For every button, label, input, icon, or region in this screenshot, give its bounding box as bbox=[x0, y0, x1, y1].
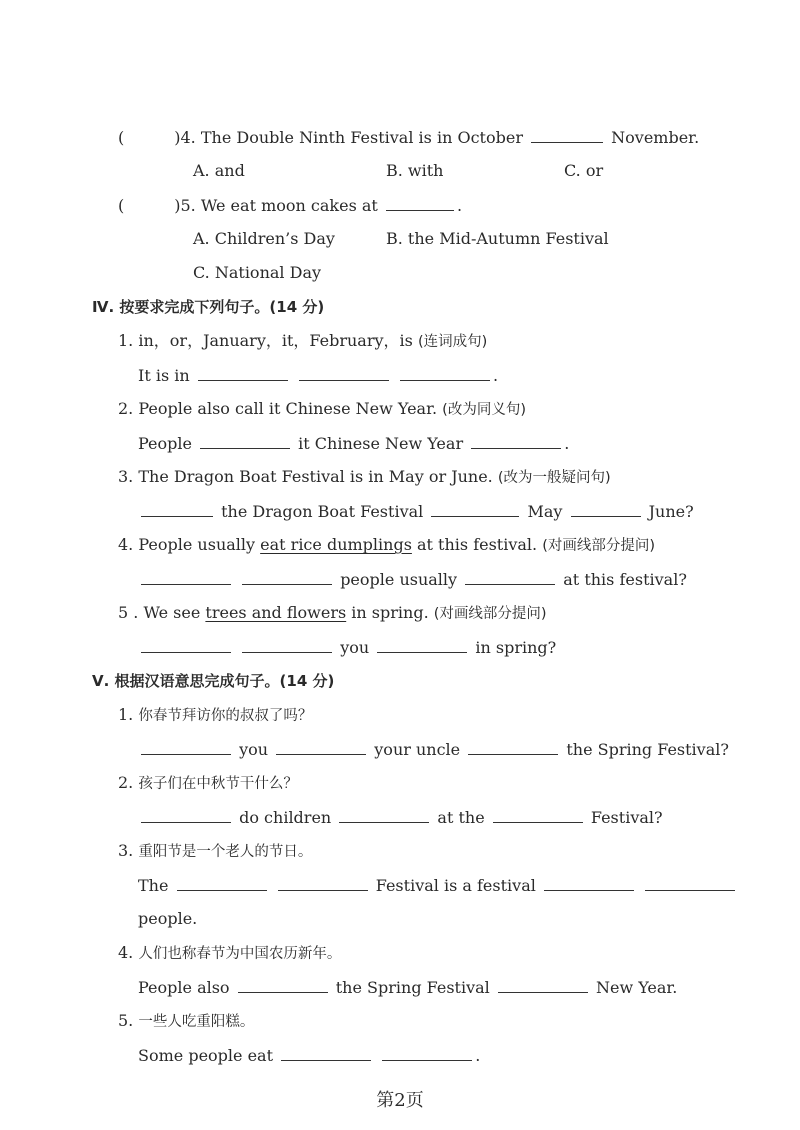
answer-text: you bbox=[239, 740, 269, 759]
item-number: 1. bbox=[118, 331, 134, 350]
fill-blank[interactable] bbox=[386, 194, 454, 211]
answer-text: do children bbox=[239, 808, 332, 827]
item-text: People usually bbox=[138, 535, 261, 554]
fill-blank[interactable] bbox=[468, 738, 558, 755]
option-c[interactable]: C. or bbox=[564, 161, 604, 180]
answer-end: . bbox=[492, 366, 499, 385]
option-a[interactable]: A. Children’s Day bbox=[193, 229, 335, 248]
fill-blank[interactable] bbox=[471, 432, 561, 449]
option-b[interactable]: B. the Mid-Autumn Festival bbox=[386, 229, 609, 248]
question-number: )4. bbox=[174, 128, 196, 147]
s4-a4 bbox=[138, 568, 687, 591]
s4-q3 bbox=[118, 466, 611, 489]
chinese-prompt: 重阳节是一个老人的节日。 bbox=[138, 844, 313, 860]
s5-a4 bbox=[138, 976, 677, 999]
option-c[interactable]: C. National Day bbox=[193, 263, 322, 282]
fill-blank[interactable] bbox=[431, 500, 519, 517]
answer-text: Festival is a festival bbox=[375, 876, 536, 895]
item-number: 5 . bbox=[118, 603, 139, 622]
item-number: 4. bbox=[118, 943, 134, 962]
answer-end: . bbox=[475, 1046, 481, 1065]
s5-a3-cont: people. bbox=[138, 909, 198, 928]
fill-blank[interactable] bbox=[276, 738, 366, 755]
item-text: We see bbox=[143, 603, 206, 622]
fill-blank[interactable] bbox=[198, 364, 288, 381]
question-text-end: . bbox=[456, 196, 463, 215]
fill-blank[interactable] bbox=[339, 806, 429, 823]
item-text: in，or，January，it，February，is bbox=[138, 331, 413, 350]
fill-blank[interactable] bbox=[281, 1044, 371, 1061]
chinese-prompt: 孩子们在中秋节干什么？ bbox=[138, 776, 298, 792]
section-v-heading: Ⅴ. 根据汉语意思完成句子。(14 分) bbox=[92, 672, 335, 690]
fill-blank[interactable] bbox=[200, 432, 290, 449]
answer-paren-open: ( bbox=[118, 196, 125, 215]
answer-text: May bbox=[527, 502, 563, 521]
chinese-prompt: 你春节拜访你的叔叔了吗？ bbox=[138, 708, 313, 724]
fill-blank[interactable] bbox=[242, 568, 332, 585]
question-4 bbox=[118, 126, 699, 149]
s4-q4 bbox=[118, 534, 655, 557]
fill-blank[interactable] bbox=[493, 806, 583, 823]
answer-end: the Spring Festival? bbox=[566, 740, 729, 759]
s5-q3 bbox=[118, 840, 312, 863]
item-text: at this festival. bbox=[411, 535, 538, 554]
section-iv-heading: Ⅳ. 按要求完成下列句子。(14 分) bbox=[92, 298, 325, 316]
item-number: 3. bbox=[118, 841, 134, 860]
s5-a3 bbox=[138, 874, 738, 897]
s4-a2 bbox=[138, 432, 569, 455]
answer-paren-open: ( bbox=[118, 128, 125, 147]
fill-blank[interactable] bbox=[571, 500, 641, 517]
item-note: (对画线部分提问) bbox=[542, 538, 656, 554]
item-note: (改为一般疑问句) bbox=[497, 470, 611, 486]
s4-q1 bbox=[118, 330, 487, 353]
answer-end: New Year. bbox=[595, 978, 678, 997]
item-number: 3. bbox=[118, 467, 134, 486]
question-text-end: November. bbox=[611, 128, 700, 147]
option-b[interactable]: B. with bbox=[386, 161, 444, 180]
fill-blank[interactable] bbox=[498, 976, 588, 993]
fill-blank[interactable] bbox=[278, 874, 368, 891]
answer-text: the Dragon Boat Festival bbox=[221, 502, 424, 521]
fill-blank[interactable] bbox=[141, 806, 231, 823]
question-text: The Double Ninth Festival is in October bbox=[200, 128, 523, 147]
answer-text: your uncle bbox=[374, 740, 461, 759]
item-text: The Dragon Boat Festival is in May or June. bbox=[138, 467, 493, 486]
fill-blank[interactable] bbox=[141, 738, 231, 755]
fill-blank[interactable] bbox=[382, 1044, 472, 1061]
chinese-prompt: 一些人吃重阳糕。 bbox=[138, 1014, 255, 1030]
fill-blank[interactable] bbox=[141, 500, 213, 517]
answer-end: in spring? bbox=[475, 638, 557, 657]
answer-text: People bbox=[138, 434, 192, 453]
s4-a1 bbox=[138, 364, 498, 387]
fill-blank[interactable] bbox=[141, 636, 231, 653]
question-number: )5. bbox=[174, 196, 196, 215]
answer-text: People also bbox=[138, 978, 230, 997]
answer-text: Some people eat bbox=[138, 1046, 274, 1065]
answer-text: at the bbox=[437, 808, 485, 827]
fill-blank[interactable] bbox=[645, 874, 735, 891]
item-number: 1. bbox=[118, 705, 134, 724]
s4-a3 bbox=[138, 500, 694, 523]
page-number: 第2页 bbox=[376, 1090, 424, 1111]
answer-text: The bbox=[138, 876, 169, 895]
fill-blank[interactable] bbox=[465, 568, 555, 585]
answer-end: . bbox=[564, 434, 570, 453]
fill-blank[interactable] bbox=[177, 874, 267, 891]
fill-blank[interactable] bbox=[377, 636, 467, 653]
underlined-phrase: eat rice dumplings bbox=[260, 535, 412, 554]
item-number: 5. bbox=[118, 1011, 134, 1030]
fill-blank[interactable] bbox=[238, 976, 328, 993]
s5-q2 bbox=[118, 772, 298, 795]
item-note: (连词成句) bbox=[417, 334, 488, 350]
answer-text: you bbox=[340, 638, 370, 657]
fill-blank[interactable] bbox=[141, 568, 231, 585]
item-number: 4. bbox=[118, 535, 134, 554]
answer-text: It is in bbox=[138, 366, 190, 385]
option-a[interactable]: A. and bbox=[193, 161, 245, 180]
item-note: (改为同义句) bbox=[442, 402, 526, 418]
s4-q5 bbox=[118, 602, 547, 625]
s4-a5 bbox=[138, 636, 556, 659]
underlined-phrase: trees and flowers bbox=[205, 603, 347, 622]
chinese-prompt: 人们也称春节为中国农历新年。 bbox=[138, 946, 342, 962]
s5-a5 bbox=[138, 1044, 480, 1067]
item-note: (对画线部分提问) bbox=[433, 606, 547, 622]
s5-q4 bbox=[118, 942, 341, 965]
fill-blank[interactable] bbox=[299, 364, 389, 381]
item-text: People also call it Chinese New Year. bbox=[138, 399, 438, 418]
fill-blank[interactable] bbox=[544, 874, 634, 891]
s4-q2 bbox=[118, 398, 526, 421]
fill-blank[interactable] bbox=[242, 636, 332, 653]
item-text: in spring. bbox=[346, 603, 429, 622]
answer-end: June? bbox=[648, 502, 694, 521]
s5-q1 bbox=[118, 704, 312, 727]
fill-blank[interactable] bbox=[531, 126, 603, 143]
item-number: 2. bbox=[118, 773, 134, 792]
answer-end: Festival? bbox=[590, 808, 663, 827]
answer-text: people usually bbox=[340, 570, 458, 589]
answer-end: at this festival? bbox=[563, 570, 687, 589]
s5-a2 bbox=[138, 806, 663, 829]
answer-text: it Chinese New Year bbox=[298, 434, 464, 453]
s5-a1 bbox=[138, 738, 729, 761]
question-text: We eat moon cakes at bbox=[200, 196, 378, 215]
s5-q5 bbox=[118, 1010, 254, 1033]
question-5 bbox=[118, 194, 462, 217]
fill-blank[interactable] bbox=[400, 364, 490, 381]
answer-text: the Spring Festival bbox=[335, 978, 490, 997]
item-number: 2. bbox=[118, 399, 134, 418]
